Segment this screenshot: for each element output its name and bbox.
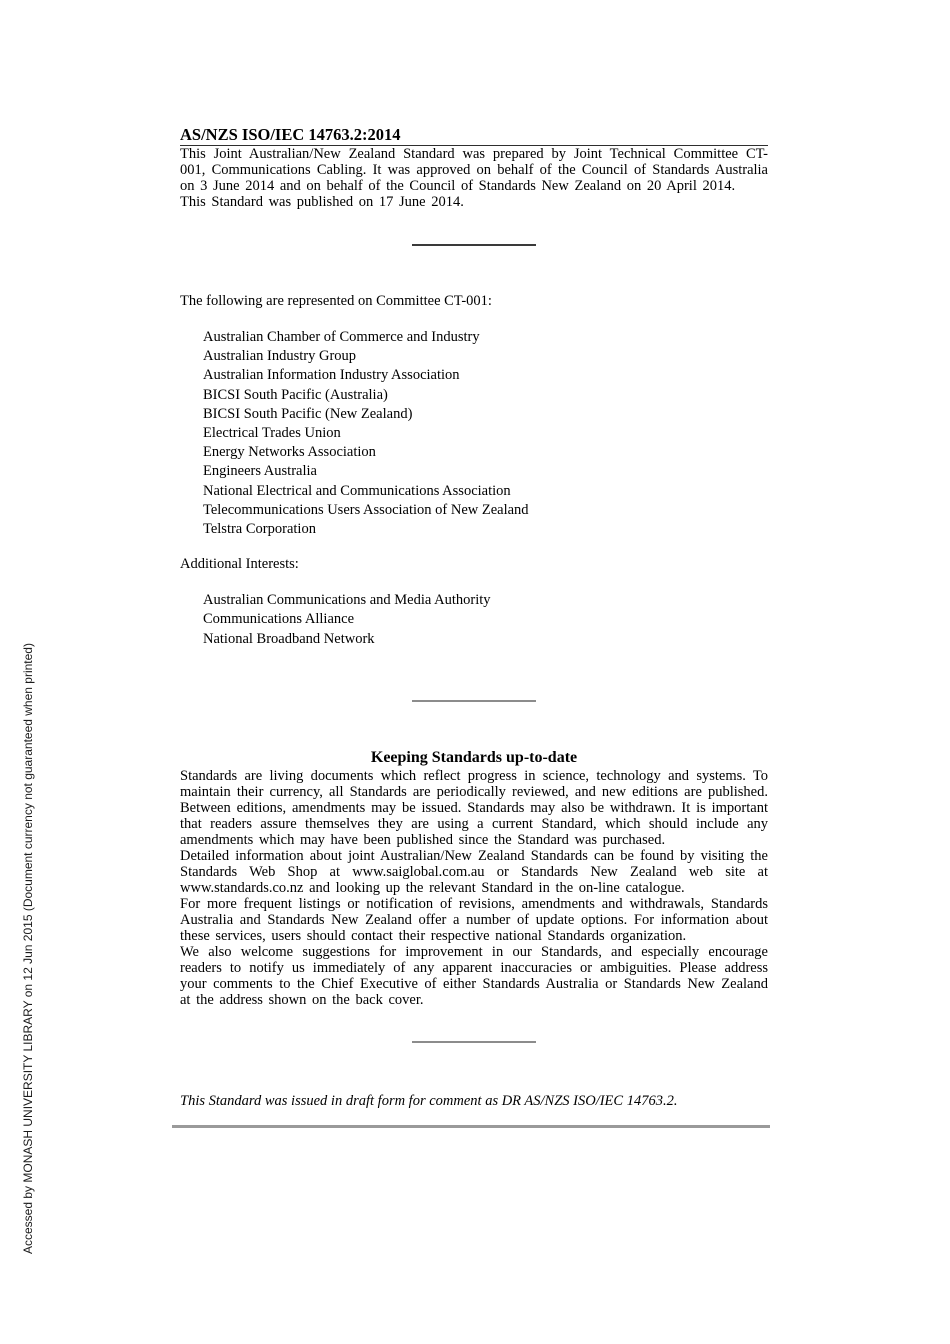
library-access-watermark: Accessed by MONASH UNIVERSITY LIBRARY on 12 Jun 2015 (Document currency not guaranteed when printed) <box>21 643 35 1254</box>
additional-interests-list <box>180 591 768 649</box>
list-item: Energy Networks Association <box>203 444 376 461</box>
list-item: Telecommunications Users Association of New Zealand <box>203 501 529 518</box>
list-item: Telstra Corporation <box>203 521 316 538</box>
separator-rule-2 <box>412 700 536 702</box>
list-item: Engineers Australia <box>203 463 317 480</box>
keeping-standards-paragraph: We also welcome suggestions for improvement in our Standards, and especially encourage readers to notify us immediately of any apparent inaccuracies or ambiguities. Please address your comments to the Chief Executive of either Standards Australia or Standards New Zealand at the address shown on the back cover. <box>180 943 768 1008</box>
committee-member-list <box>180 328 768 539</box>
keeping-standards-paragraph: Detailed information about joint Australian/New Zealand Standards can be found by visiting the Standards Web Shop at www.saiglobal.com.au or Standards New Zealand web site at www.standards.co.nz and looking up the relevant Standard in the on-line catalogue. <box>180 847 768 896</box>
list-item: National Electrical and Communications Association <box>203 482 511 499</box>
committee-intro: The following are represented on Committee CT-001: <box>180 293 492 309</box>
bottom-rule <box>172 1125 770 1128</box>
list-item: National Broadband Network <box>203 630 375 647</box>
standard-code-title: AS/NZS ISO/IEC 14763.2:2014 <box>180 125 401 144</box>
separator-rule-1 <box>412 244 536 246</box>
keeping-standards-paragraph: Standards are living documents which reflect progress in science, technology and systems. To maintain their currency, all Standards are periodically reviewed, and new editions are published. Between editions, amendments may be issued. Standards may also be withdrawn. It is important that readers assure themselves they are using a current Standard, which should include any amendments which may have been published since the Standard was purchased. <box>180 767 768 848</box>
list-item: BICSI South Pacific (Australia) <box>203 386 388 403</box>
list-item: Australian Information Industry Association <box>203 367 460 384</box>
page-content <box>180 125 768 1128</box>
preparation-paragraph: This Joint Australian/New Zealand Standard was prepared by Joint Technical Committee CT-001, Communications Cabling. It was approved on behalf of the Council of Standards Australia on 3 June 2014 and on behalf of the Council of Standards New Zealand on 20 April 2014. <box>180 146 768 194</box>
list-item: BICSI South Pacific (New Zealand) <box>203 405 413 422</box>
keeping-standards-heading: Keeping Standards up-to-date <box>370 748 578 766</box>
list-item: Electrical Trades Union <box>203 425 341 442</box>
list-item: Australian Communications and Media Authority <box>203 592 491 609</box>
draft-comment-note: This Standard was issued in draft form for comment as DR AS/NZS ISO/IEC 14763.2. <box>180 1092 678 1109</box>
keeping-standards-paragraph: For more frequent listings or notification of revisions, amendments and withdrawals, Standards Australia and Standards New Zealand offer a number of update options. For information about these services, users should contact their respective national Standards organization. <box>180 895 768 944</box>
additional-interests-label: Additional Interests: <box>180 556 299 573</box>
list-item: Australian Industry Group <box>203 348 357 365</box>
list-item: Australian Chamber of Commerce and Industry <box>203 329 480 345</box>
separator-rule-3 <box>412 1041 536 1043</box>
list-item: Communications Alliance <box>203 611 355 628</box>
published-line: This Standard was published on 17 June 2014. <box>180 194 464 210</box>
